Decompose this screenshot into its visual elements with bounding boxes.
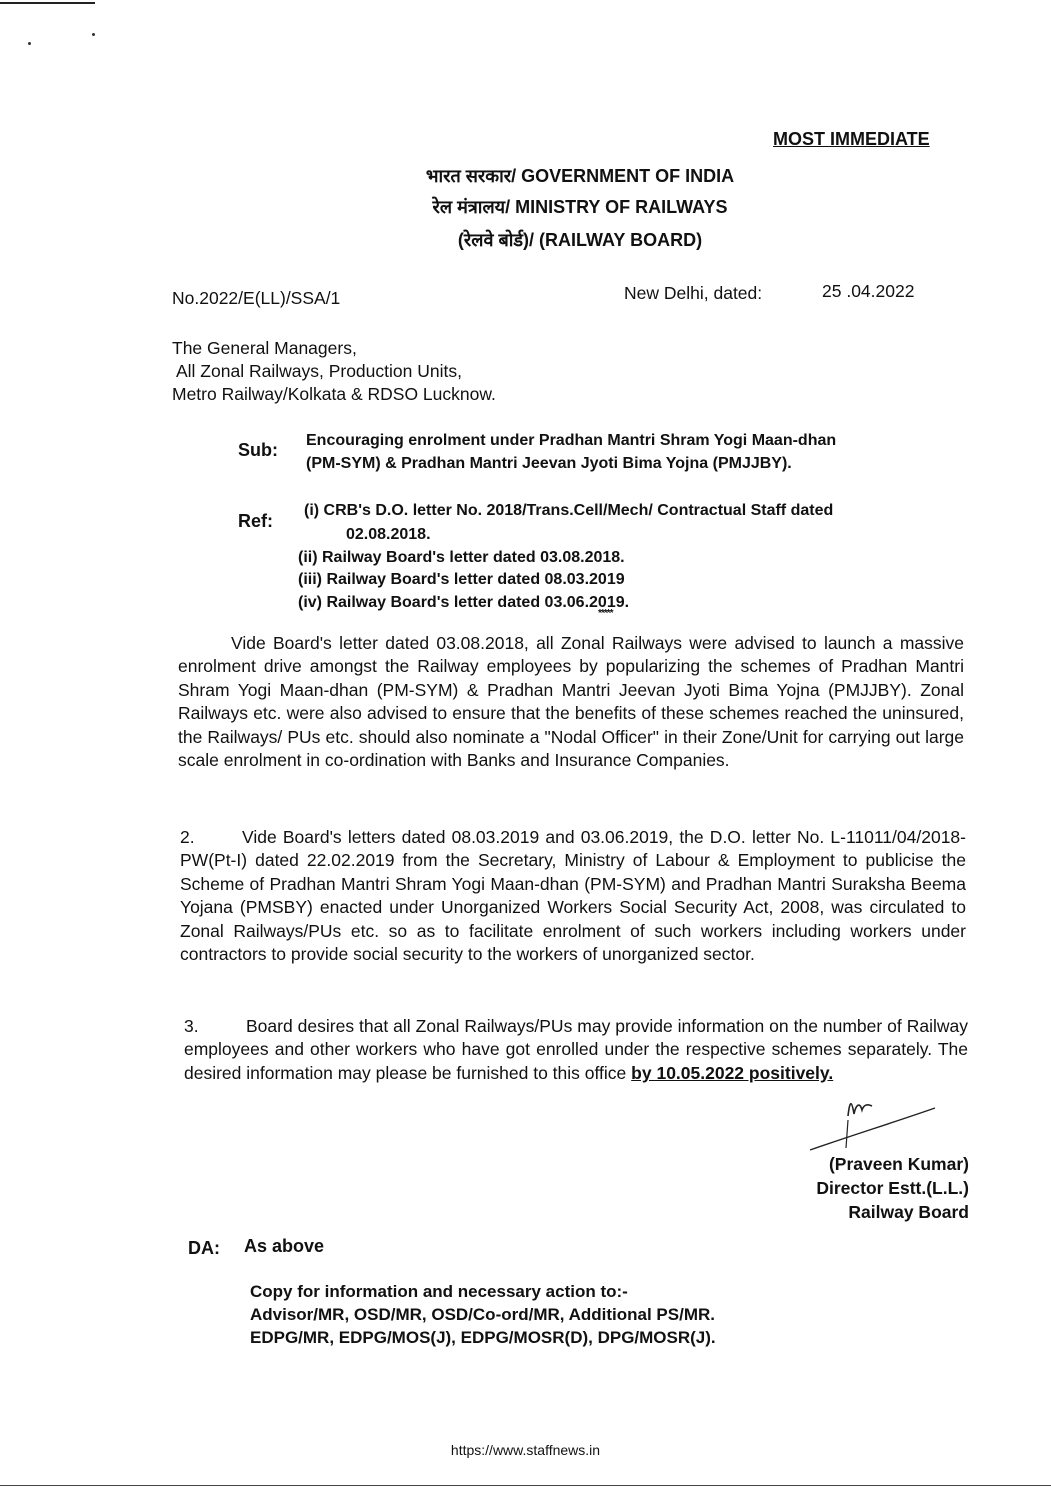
paragraph-2-body: Vide Board's letters dated 08.03.2019 and 03.06.2019, the D.O. letter No. L-11011/04/2018-PW(Pt-I) dated 22.02.2019 from the Secretary, Ministry of Labour & Employment to publicise the Scheme of Pradhan Mantri Shram Yogi Maan-dhan (PM-SYM) and Pradhan Mantri Suraksha Beema Yojana (PMSBY) enacted under Unorganized Workers Social Security Act, 2008, was circulated to Zonal Railways/PUs etc. so as to facilitate enrolment of such workers including workers under contractors to provide social security to the workers of unorganized sector. <box>180 827 966 965</box>
paragraph-2 <box>180 826 966 966</box>
signatory-office: Railway Board <box>848 1202 969 1222</box>
addressee-line: All Zonal Railways, Production Units, <box>176 361 462 381</box>
scan-speck <box>92 33 95 36</box>
addressee-line: The General Managers, <box>172 338 357 358</box>
ministry-heading: रेल मंत्रालय/ MINISTRY OF RAILWAYS <box>432 197 728 217</box>
reference-item: (ii) Railway Board's letter dated 03.08.2018. <box>298 549 625 566</box>
signatory-designation: Director Estt.(L.L.) <box>816 1178 969 1198</box>
reference-item: 02.08.2018. <box>346 526 431 543</box>
paragraph-1 <box>178 632 964 772</box>
scan-top-line <box>0 2 95 4</box>
paragraph-3-body: Board desires that all Zonal Railways/PUs may provide information on the number of Railway employees and other workers who have got enrolled under the respective schemes separately. The desired information may please be furnished to this office <box>184 1016 968 1083</box>
copy-heading: Copy for information and necessary action to:- <box>250 1282 628 1301</box>
paragraph-3 <box>184 1015 968 1085</box>
paragraph-2-text <box>180 826 966 966</box>
govt-heading: भारत सरकार/ GOVERNMENT OF INDIA <box>425 166 735 186</box>
paragraph-3-text <box>184 1015 968 1085</box>
subject-label: Sub: <box>238 440 278 460</box>
reference-item: (i) CRB's D.O. letter No. 2018/Trans.Cell/Mech/ Contractual Staff dated <box>304 502 834 519</box>
paragraph-2-number: 2. <box>180 827 195 847</box>
enclosure-label: DA: <box>188 1238 220 1258</box>
board-heading: (रेलवे बोर्ड)/ (RAILWAY BOARD) <box>457 230 703 250</box>
copy-recipients: EDPG/MR, EDPG/MOS(J), EDPG/MOSR(D), DPG/MOSR(J). <box>250 1328 716 1347</box>
letter-date: 25 .04.2022 <box>822 281 915 301</box>
paragraph-1-text: Vide Board's letter dated 03.08.2018, all Zonal Railways were advised to launch a massive enrolment drive amongst the Railway employees by popularizing the schemes of Pradhan Mantri Shram Yogi Maan-dhan (PM-SYM) & Pradhan Mantri Jeevan Jyoti Bima Yojna (PMJJBY). Zonal Railways etc. were also advised to ensure that the benefits of these schemes reached the uninsured, the Railways/ PUs etc. should also nominate a "Nodal Officer" in their Zone/Unit for carrying out large scale enrolment in co-ordination with Banks and Insurance Companies. <box>178 633 964 771</box>
signature-scribble <box>800 1088 945 1158</box>
subject-line: (PM-SYM) & Pradhan Mantri Jeevan Jyoti Bima Yojna (PMJJBY). <box>306 455 792 472</box>
copy-recipients: Advisor/MR, OSD/MR, OSD/Co-ord/MR, Additional PS/MR. <box>250 1305 715 1324</box>
deadline-text: by 10.05.2022 positively. <box>631 1062 834 1083</box>
enclosure-value: As above <box>244 1236 325 1256</box>
place-date-label: New Delhi, dated: <box>624 283 763 303</box>
subject-line: Encouraging enrolment under Pradhan Mantri Shram Yogi Maan-dhan <box>306 432 837 449</box>
scan-speck <box>28 42 31 45</box>
letter-number: No.2022/E(LL)/SSA/1 <box>172 288 341 308</box>
reference-item: (iv) Railway Board's letter dated 03.06.2019. <box>298 594 630 611</box>
priority-label: MOST IMMEDIATE <box>773 129 930 149</box>
scan-bottom-line <box>0 1485 1051 1486</box>
reference-label: Ref: <box>238 511 273 531</box>
signatory-name: (Praveen Kumar) <box>828 1154 969 1174</box>
separator-stars: ***** <box>598 608 613 619</box>
footer-url: https://www.staffnews.in <box>450 1442 601 1458</box>
signature-block <box>816 1152 969 1224</box>
reference-item: (iii) Railway Board's letter dated 08.03.2019 <box>298 571 625 588</box>
paragraph-3-number: 3. <box>184 1016 199 1036</box>
addressee-line: Metro Railway/Kolkata & RDSO Lucknow. <box>172 384 496 404</box>
